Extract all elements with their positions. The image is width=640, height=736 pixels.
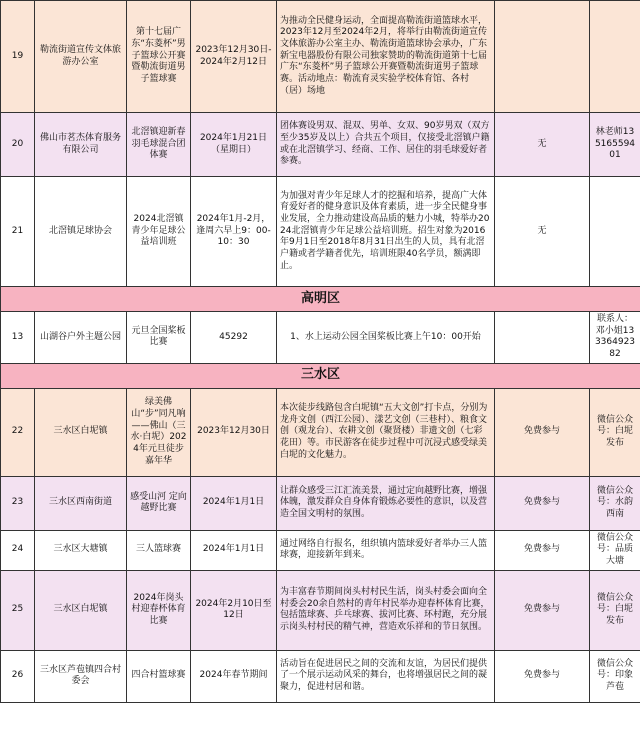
event-time: 2024年1月1日 (191, 476, 277, 530)
event-fee: 无 (495, 177, 590, 287)
event-contact: 联系人：邓小姐13336492382 (590, 312, 640, 364)
event-time: 2024年1月21日（星期日） (191, 113, 277, 177)
event-fee: 免费参与 (495, 570, 590, 650)
event-fee (495, 1, 590, 113)
section-title-gaoming: 高明区 (1, 287, 640, 312)
event-contact: 林老师13516559401 (590, 113, 640, 177)
row-number: 22 (1, 388, 35, 476)
organizer: 北滘镇足球协会 (35, 177, 127, 287)
row-number: 25 (1, 570, 35, 650)
table-row (1, 312, 640, 364)
organizer: 佛山市茗杰体育服务有限公司 (35, 113, 127, 177)
event-name: 三人篮球赛 (127, 530, 191, 570)
event-contact (590, 1, 640, 113)
event-time: 2024年春节期间 (191, 650, 277, 702)
event-name: 元旦全国桨板比赛 (127, 312, 191, 364)
row-number: 19 (1, 1, 35, 113)
table-row (1, 1, 640, 113)
event-time: 2023年12月30日-2024年2月12日 (191, 1, 277, 113)
event-description: 为加强对青少年足球人才的挖掘和培养，提高广大体育爱好者的健身意识及体育素质，进一步全民健身事业发展，全力推动建设高品质的魅力小城，特举办2024北滘镇青少年足球公益培训班。招生对象为2016年9月1日至2018年8月31日出生的人员，具有北滘户籍或者学籍者优先，培训班限40名学员，额满即止。 (277, 177, 495, 287)
event-description: 本次徒步线路包含白坭镇“五大文创”打卡点，分别为龙舟文创（西江公园）、漾艺文创（三巷村）、粮食文创（观龙台）、农耕文创（聚贤楼）非遗文创（七彩花田）等。市民游客在徒步过程中可沉浸式感受绿美白坭的文化魅力。 (277, 388, 495, 476)
event-contact: 微信公众号：品质大塘 (590, 530, 640, 570)
event-contact: 微信公众号：印象芦苞 (590, 650, 640, 702)
section-header (1, 363, 640, 388)
table-row (1, 388, 640, 476)
event-fee: 无 (495, 113, 590, 177)
event-description: 团体赛设男双、混双、男单、女双、90岁男双（双方至少35岁及以上）合共五个项目，仅接受北滘镇户籍或在北滘镇学习、经商、工作、居住的羽毛球爱好者参赛。 (277, 113, 495, 177)
organizer: 三水区大塘镇 (35, 530, 127, 570)
event-name: 2024年岗头村迎春杯体育比赛 (127, 570, 191, 650)
event-name: 2024北滘镇青少年足球公益培训班 (127, 177, 191, 287)
section-title-sanshui: 三水区 (1, 363, 640, 388)
event-time: 2023年12月30日 (191, 388, 277, 476)
event-fee: 免费参与 (495, 476, 590, 530)
event-name: 四合村篮球赛 (127, 650, 191, 702)
event-time: 2024年1月1日 (191, 530, 277, 570)
event-time: 45292 (191, 312, 277, 364)
event-time: 2024年1月-2月，逢周六早上9：00-10：30 (191, 177, 277, 287)
row-number: 26 (1, 650, 35, 702)
event-description: 通过网络自行报名，组织镇内篮球爱好者举办三人篮球赛，迎接新年到来。 (277, 530, 495, 570)
event-description: 为丰富春节期间岗头村村民生活，岗头村委会面向全村委会20余自然村的青年村民举办迎春杯体育比赛，包括篮球赛、乒乓球赛、拔河比赛、环村跑，充分展示岗头村村民的精气神，营造欢乐祥和的节日氛围。 (277, 570, 495, 650)
event-name: 感受山河 定向越野比赛 (127, 476, 191, 530)
event-name: 第十七届广东“东菱杯”男子篮球公开赛暨勒流街道男子篮球赛 (127, 1, 191, 113)
row-number: 21 (1, 177, 35, 287)
table-row (1, 570, 640, 650)
row-number: 20 (1, 113, 35, 177)
event-fee: 免费参与 (495, 388, 590, 476)
table-row (1, 113, 640, 177)
event-description: 为推动全民健身运动，全面提高勒流街道篮球水平，2023年12月至2024年2月，将举行由勒流街道宣传文体旅游办公室主办、勒流街道篮球协会承办，广东新宝电器股份有限公司独家赞助的勒流街道第十七届广东“东菱杯”男子篮球公开赛暨勒流街道男子篮球赛。活动地点：勒流育灵实验学校体育馆、各村（居）场地 (277, 1, 495, 113)
organizer: 山湖谷户外主题公园 (35, 312, 127, 364)
table-row (1, 530, 640, 570)
table-row (1, 476, 640, 530)
row-number: 23 (1, 476, 35, 530)
event-contact: 微信公众号：白坭发布 (590, 388, 640, 476)
event-contact (590, 177, 640, 287)
event-contact: 微信公众号：水韵西南 (590, 476, 640, 530)
event-name: 北滘镇迎新春羽毛球混合团体赛 (127, 113, 191, 177)
table-row (1, 650, 640, 702)
event-fee (495, 312, 590, 364)
organizer: 三水区芦苞镇四合村委会 (35, 650, 127, 702)
event-fee: 免费参与 (495, 530, 590, 570)
row-number: 13 (1, 312, 35, 364)
event-description: 1、水上运动公园全国桨板比赛上午10：00开始 (277, 312, 495, 364)
organizer: 三水区白坭镇 (35, 570, 127, 650)
table-row (1, 177, 640, 287)
event-description: 活动旨在促进居民之间的交流和友谊，为居民们提供了一个展示运动风采的舞台，也将增强居民之间的凝聚力，促进村居和谐。 (277, 650, 495, 702)
event-description: 让群众感受三江汇流美景，通过定向越野比赛，增强体魄，激发群众自身体育锻炼必要性的意识，以及营造全国文明村的氛围。 (277, 476, 495, 530)
row-number: 24 (1, 530, 35, 570)
section-header (1, 287, 640, 312)
event-contact: 微信公众号：白坭发布 (590, 570, 640, 650)
event-time: 2024年2月10日至12日 (191, 570, 277, 650)
event-name: 绿美佛山“步”同凡响——佛山（三水·白坭）2024年元旦徒步嘉年华 (127, 388, 191, 476)
organizer: 三水区西南街道 (35, 476, 127, 530)
event-fee: 免费参与 (495, 650, 590, 702)
organizer: 三水区白坭镇 (35, 388, 127, 476)
organizer: 勒流街道宣传文体旅游办公室 (35, 1, 127, 113)
